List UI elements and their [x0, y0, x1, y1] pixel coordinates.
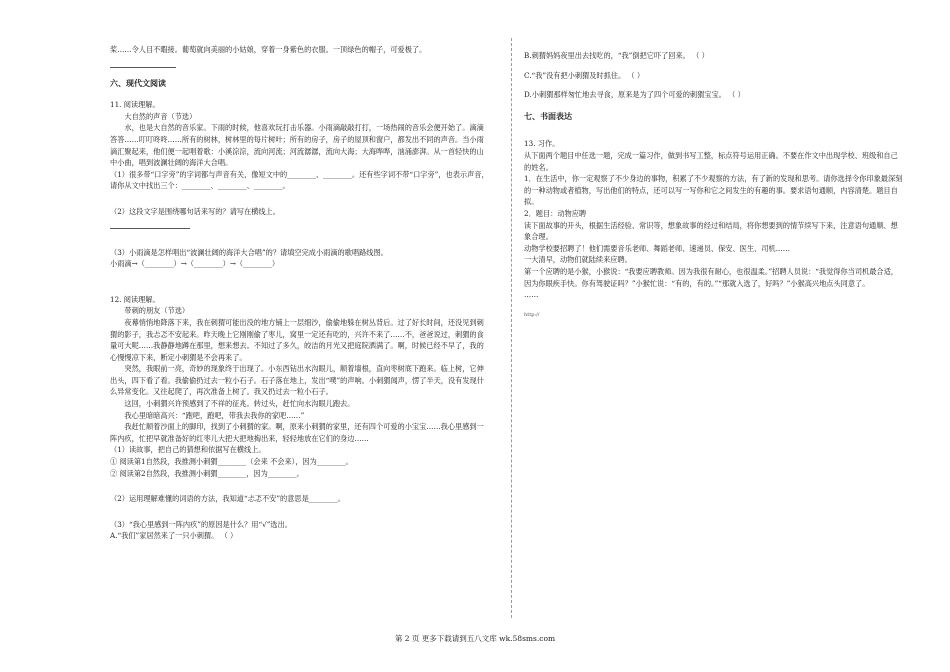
- spacer: [110, 270, 490, 294]
- q12-sub1: （1）读故事，把自己的猜想和依据写在横线上。: [110, 445, 266, 455]
- q11-label: 11. 阅读理解。: [110, 100, 160, 110]
- q11-sub2: （2）这段文字是围绕哪句话来写的？请写在横线上。: [110, 206, 280, 216]
- q12-option-b[interactable]: B.刺猬妈妈夜里出去找吃的，“我”倒把它吓了回来。 （ ）: [524, 51, 709, 60]
- q12-para2: 突然，我眼前一亮，奇妙的现象终于出现了。小东西钻出水沟眼儿，顺着墙根，直向枣树底下跑来。临上树，它伸出头，四下看了看。我偷偷扔过去一粒小石子。石子落在地上，发出“噗”的声响。小刺猬闻声，愣了半天，没有发现什么异常变化。又往起爬了，再次准备上树了。我又扔过去一粒小石子。: [110, 364, 484, 397]
- spacer: [110, 479, 490, 493]
- q12-para3: 这回，小刺猬兴许预感到了不祥的征兆。转过头，赶忙向水沟眼儿跑去。: [124, 399, 355, 409]
- q11-sub1: （1）很多带“口字旁”的字词都与声音有关，像短文中的________、________。还有些字词不带“口字旁”，也表示声音，请你从文中找出三个：________、________、________。: [110, 169, 489, 191]
- spacer: [524, 81, 904, 89]
- q12-sub2: （2）运用理解难懂的词语的方法，我知道“忐忑不安”的意思是________。: [110, 494, 345, 504]
- left-column: [110, 44, 490, 542]
- q11-passage: 水，也是大自然的音乐家。下雨的时候，他喜欢玩打击乐器。小雨滴敲敲打打，一场热闹的音乐会便开始了。滴滴答答……叮叮咚咚……所有的树林，树林里的每片树叶；所有的房子，房子的屋顶和窗户，都发出不同的声音。当小雨滴汇聚起来，他们便一起唱着歌：小溪淙淙，流向河流；河流潺潺，流向大海；大海哗哗，汹涌澎湃。从一首轻快的山中小曲，唱到波澜壮阔的海洋大合唱。: [110, 123, 484, 168]
- q12-option-d[interactable]: D.小刺猬那样匆忙地去寻食，原来是为了四个可爱的刺猬宝宝。 （ ）: [524, 90, 745, 100]
- q13-story-2: 一大清早，动物们就陆续来应聘。: [524, 255, 632, 265]
- right-column: [524, 44, 904, 319]
- q12-sub3: （3）“我心里感到一阵内疚”的原因是什么？用“√”选出。: [110, 519, 292, 529]
- q13-option-2-instructions: 读下面故事的开头，根据生活经验、常识等，想象故事的经过和结局，将你想要到的情节续写下来，注意语句通顺、想象合理。: [524, 220, 898, 242]
- q13-option-2-title: 2．题目：动物应聘: [524, 208, 587, 218]
- intro-line: 桨……令人目不暇接。葡萄就向美丽的小姑娘，穿着一身紫色的衣服。一顶绿色的帽子，可爱极了。: [110, 45, 427, 54]
- q13-option-1: 1．在生活中，你一定观察了不少身边的事物，积累了不少观察的方法，有了新的发现和思考。请你选择令你印象最深刻的一种动物或者植物，写出他们的特点，还可以写一写你和它之间发生的有趣的事。要求语句通顺，内容清楚。题目自拟。: [524, 174, 903, 207]
- q12-option-a[interactable]: A.“我们”家居然来了一只小刺猬。 （ ）: [110, 531, 238, 541]
- spacer: [110, 505, 490, 519]
- q12-sub1-a: ① 阅读第1自然段，我推测小刺猬________（会来 不会来），因为________。: [110, 457, 353, 467]
- q12-passage-title: 带刺的朋友（节选）: [124, 306, 190, 316]
- section-7-title: 七、书面表达: [524, 111, 572, 121]
- section-6-title: 六、现代文阅读: [110, 78, 166, 88]
- q12-para4: 我心里暗暗高兴：“跑吧，跑吧，带我去我你的家吧……”: [124, 410, 305, 420]
- q12-option-c[interactable]: C.“我”没有把小刺猬及时抓住。 （ ）: [524, 70, 645, 80]
- q13-label: 13. 习作。: [524, 139, 560, 149]
- column-divider: [511, 38, 512, 618]
- q13-instructions: 从下面两个题目中任选一题，完成一篇习作，做到书写工整，标点符号运用正确。不要在作文中出现学校、班级和自己的姓名。: [524, 150, 898, 172]
- q12-para5: 我赶忙顺着沙面上的脚印，找到了小刺猬的家。啊，原来小刺猬的家里，还有四个可爱的小宝宝……我心里感到一阵内疚，忙把早就准备好的红枣儿大把大把地掏出来，轻轻地放在它们的身边……: [110, 422, 484, 443]
- spacer: [524, 62, 904, 70]
- q11-passage-title: 大自然的声音（节选）: [124, 111, 197, 121]
- q13-story-3: 第一个应聘的是小猴，小猴说：“我要应聘教师。因为我很有耐心，也很温柔。”招聘人员说：“我觉得你当司机最合适，因为你眼疾手快。你有驾驶证吗？”小猴忙说：“有的，有的。”“那就入选了，好吗？”小猴高兴地点头同意了。: [524, 266, 898, 288]
- q12-sub1-b: ② 阅读第2自然段，我推测小刺猬________，因为________。: [110, 468, 304, 478]
- separator-line: [110, 59, 176, 68]
- spacer: [110, 192, 490, 206]
- q13-ellipsis: ……: [524, 290, 539, 300]
- page-footer: 第 2 页 更多下载请到五八文库 wk.58sms.com: [394, 634, 556, 643]
- q11-sub2-answer-line[interactable]: [110, 220, 190, 229]
- q13-story-1: 动物学校要招聘了！他们需要音乐老师、舞蹈老师、速递员、保安、医生、司机……: [524, 243, 790, 253]
- tiny-note: http://: [524, 311, 540, 318]
- q11-sub3-route: 小雨滴→（________）→（________）→（________）: [110, 259, 280, 269]
- q12-label: 12. 阅读理解。: [110, 294, 160, 304]
- q12-para1: 夜幕悄悄地降落下来，我在刺猬可能出没的地方铺上一层细沙，偷偷地躲在树丛背后。过了好长时间，还没见到刺猬的影子，我忐忑不安起来。昨天晚上它刚刚偷了枣儿，窝里一定还有吃的，兴许不来了……不，爸爸说过，刺猬的食量可大呢……我静静地蹲在那里，想来想去。不知过了多久，皎洁的月光又把庭院洒满了。啊，时候已经不早了，我的心慢慢凉下来，断定小刺猬是不会再来了。: [110, 317, 484, 362]
- spacer: [110, 233, 490, 247]
- q11-sub3: （3）小雨滴是怎样唱出“波澜壮阔的海洋大合唱”的？请填空完成小雨滴的歌唱路线图。: [110, 247, 388, 257]
